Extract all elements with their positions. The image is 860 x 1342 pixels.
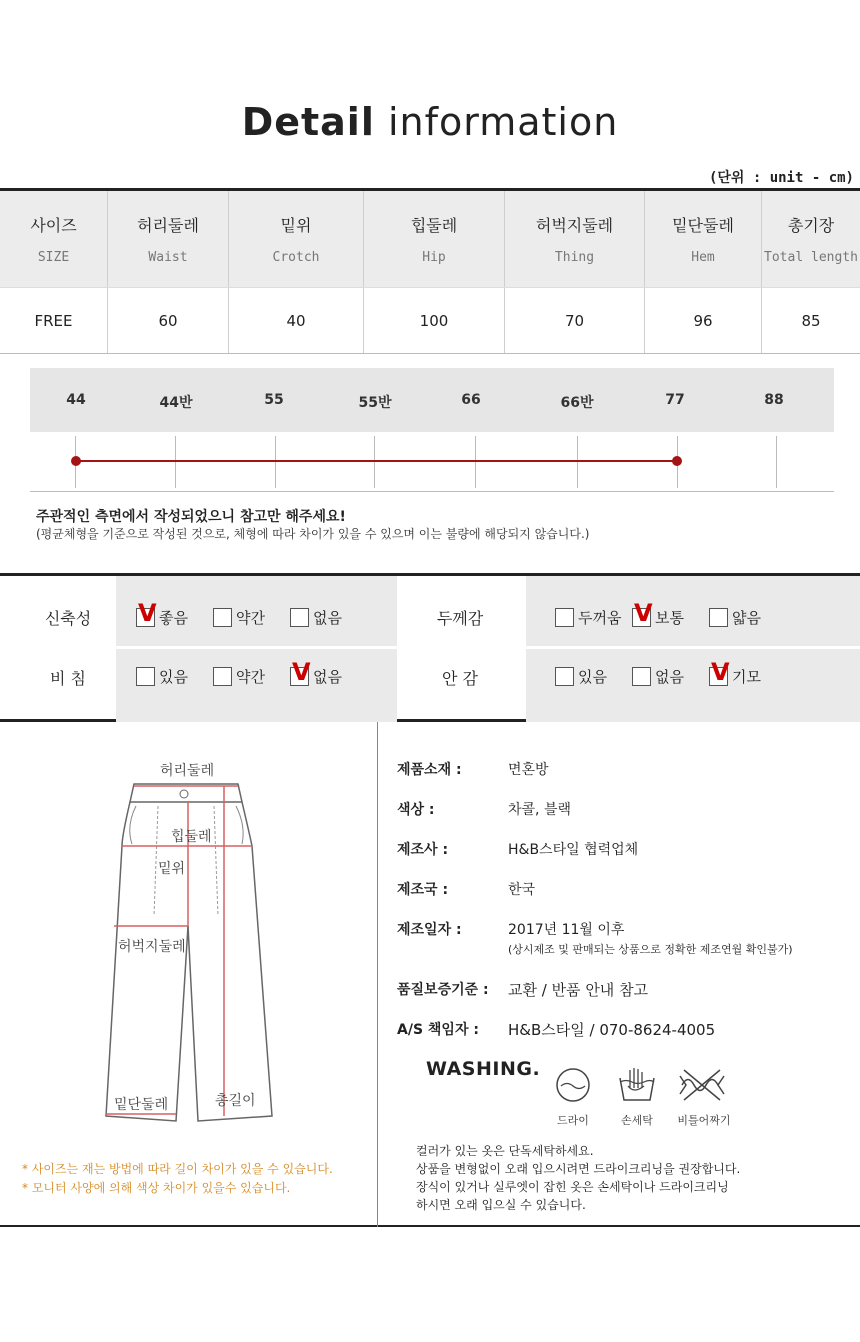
care-instruction: 컬러가 있는 옷은 단독세탁하세요. xyxy=(416,1144,594,1158)
checkbox[interactable] xyxy=(290,608,309,627)
diagram-hem-label: 밑단둘레 xyxy=(114,1097,169,1113)
header-ko: 밑위 xyxy=(280,216,312,235)
header-cell-thigh xyxy=(505,191,645,287)
warranty-value: 교환 / 반품 안내 참고 xyxy=(508,981,649,999)
header-ko: 힙둘레 xyxy=(410,216,458,235)
header-cell-length xyxy=(762,191,860,287)
as-value: H&B스타일 / 070-8624-4005 xyxy=(508,1021,716,1039)
color-warning: * 모니터 사양에 의해 색상 차이가 있을수 있습니다. xyxy=(22,1181,291,1195)
size-scale-bar xyxy=(30,368,834,432)
range-end-dot xyxy=(672,456,682,466)
header-en: Hip xyxy=(422,250,446,265)
option-label: 두꺼움 xyxy=(578,609,622,627)
sheer-option-slight[interactable] xyxy=(213,666,265,687)
care-instruction: 상품을 변형없이 오래 입으시려면 드라이크리닝을 권장합니다. xyxy=(416,1162,741,1176)
size-scale-area xyxy=(30,432,834,492)
diagram-thigh-label: 허벅지둘레 xyxy=(118,939,186,955)
diagram-crotch-label: 밑위 xyxy=(158,861,186,877)
right-options-bg xyxy=(526,576,860,722)
date-note: (상시제조 및 판매되는 상품으로 정확한 제조연월 확인불가) xyxy=(508,943,793,956)
lining-option-brushed[interactable] xyxy=(709,658,761,687)
size-table-row xyxy=(0,287,860,353)
date-value: 2017년 11월 이후 xyxy=(508,922,625,938)
checkbox[interactable] xyxy=(709,658,730,686)
checkbox[interactable] xyxy=(213,667,232,686)
size-table-header xyxy=(0,191,860,287)
header-ko: 허리둘레 xyxy=(137,216,199,235)
check-mark-icon: V xyxy=(138,599,157,627)
row-separator xyxy=(0,646,860,649)
scale-label-88: 88 xyxy=(764,392,784,408)
header-en: Hem xyxy=(691,250,715,265)
stretch-option-slight[interactable] xyxy=(213,607,265,628)
size-warning: * 사이즈는 재는 방법에 따라 길이 차이가 있을 수 있습니다. xyxy=(22,1162,333,1176)
checkbox[interactable] xyxy=(709,608,728,627)
maker-value: H&B스타일 협력업체 xyxy=(508,842,639,858)
scale-label-44: 44 xyxy=(66,392,86,408)
thickness-option-thick[interactable] xyxy=(555,607,621,628)
option-label: 약간 xyxy=(236,609,265,627)
unit-label: (단위 : unit - cm) xyxy=(708,170,854,186)
value-size: FREE xyxy=(0,288,108,353)
date-label: 제조일자 : xyxy=(397,922,462,938)
option-label: 보통 xyxy=(655,609,684,627)
scale-label-55: 55 xyxy=(264,392,284,408)
lining-option-none[interactable] xyxy=(632,666,684,687)
header-en: Thing xyxy=(554,250,595,265)
checkbox[interactable] xyxy=(213,608,232,627)
size-table xyxy=(0,188,860,354)
sheer-label: 비 침 xyxy=(50,669,86,688)
material-value: 면혼방 xyxy=(508,762,549,778)
value-waist: 60 xyxy=(108,288,229,353)
option-label: 기모 xyxy=(732,668,761,686)
color-label: 색상 : xyxy=(397,802,435,818)
option-label: 없음 xyxy=(313,668,342,686)
range-start-dot xyxy=(71,456,81,466)
header-ko: 총기장 xyxy=(787,216,835,235)
diagram-waist-label: 허리둘레 xyxy=(160,763,215,779)
page-title xyxy=(0,100,860,144)
header-cell-waist xyxy=(108,191,229,287)
check-mark-icon: V xyxy=(711,658,730,686)
subjective-note: 주관적인 측면에서 작성되었으니 참고만 해주세요! xyxy=(36,509,346,525)
option-label: 좋음 xyxy=(159,609,188,627)
scale-label-55half: 55반 xyxy=(358,395,392,411)
thickness-option-normal[interactable] xyxy=(632,599,684,628)
washing-title: WASHING. xyxy=(426,1058,541,1080)
header-ko: 밑단둘레 xyxy=(672,216,734,235)
checkbox[interactable] xyxy=(136,667,155,686)
fabric-properties xyxy=(0,573,860,722)
header-cell-size xyxy=(0,191,108,287)
checkbox[interactable] xyxy=(555,667,574,686)
header-ko: 허벅지둘레 xyxy=(535,216,614,235)
title-normal: information xyxy=(387,100,619,144)
size-range-line xyxy=(76,460,677,462)
dry-clean-icon xyxy=(554,1066,592,1104)
care-instruction: 장식이 있거나 실루엣이 잡힌 옷은 손세탁이나 드라이크리닝 xyxy=(416,1180,729,1194)
hand-wash-icon xyxy=(616,1066,658,1104)
scale-tick xyxy=(275,436,276,488)
left-options-bg xyxy=(116,576,397,722)
subjective-note-detail: (평균체형을 기준으로 작성된 것으로, 체형에 따라 차이가 있을 수 있으며 이는 불량에 해당되지 않습니다.) xyxy=(36,527,590,541)
value-crotch: 40 xyxy=(229,288,364,353)
thickness-option-thin[interactable] xyxy=(709,607,761,628)
hand-wash-caption: 손세탁 xyxy=(621,1114,653,1127)
scale-tick xyxy=(577,436,578,488)
lining-label: 안 감 xyxy=(442,669,478,688)
warranty-label: 품질보증기준 : xyxy=(397,982,489,998)
dry-clean-caption: 드라이 xyxy=(557,1114,589,1127)
value-hem: 96 xyxy=(645,288,762,353)
value-length: 85 xyxy=(801,311,821,330)
care-instruction: 하시면 오래 입으실 수 있습니다. xyxy=(416,1198,586,1212)
country-value: 한국 xyxy=(508,882,536,898)
stretch-option-good[interactable] xyxy=(136,599,188,628)
maker-label: 제조사 : xyxy=(397,842,449,858)
option-label: 약간 xyxy=(236,668,265,686)
material-label: 제품소재 : xyxy=(397,762,462,778)
color-value: 차콜, 블랙 xyxy=(508,802,571,818)
no-wring-icon xyxy=(678,1066,726,1104)
scale-label-77: 77 xyxy=(665,392,685,408)
header-en: Crotch xyxy=(272,250,320,265)
scale-tick xyxy=(475,436,476,488)
sheer-option-none[interactable] xyxy=(290,658,342,687)
thickness-label: 두께감 xyxy=(436,609,484,628)
checkbox[interactable] xyxy=(632,667,651,686)
option-label: 있음 xyxy=(159,668,188,686)
option-label: 있음 xyxy=(578,668,607,686)
checkbox[interactable] xyxy=(632,599,653,627)
checkbox[interactable] xyxy=(290,658,311,686)
checkbox[interactable] xyxy=(136,599,157,627)
lining-option-yes[interactable] xyxy=(555,666,607,687)
check-mark-icon: V xyxy=(292,658,311,686)
value-hip: 100 xyxy=(364,288,505,353)
checkbox[interactable] xyxy=(555,608,574,627)
header-cell-crotch xyxy=(229,191,364,287)
scale-label-66half: 66반 xyxy=(560,395,594,411)
header-cell-hem xyxy=(645,191,762,287)
stretch-label: 신축성 xyxy=(44,609,92,628)
header-en: Waist xyxy=(148,250,188,265)
value-thigh: 70 xyxy=(505,288,645,353)
option-label: 없음 xyxy=(655,668,684,686)
vertical-divider xyxy=(377,722,378,1227)
scale-label-66: 66 xyxy=(461,392,481,408)
diagram-hip-label: 힙둘레 xyxy=(171,829,212,845)
option-label: 없음 xyxy=(313,609,342,627)
diagram-length-label: 총길이 xyxy=(215,1093,256,1109)
option-label: 얇음 xyxy=(732,609,761,627)
scale-tick xyxy=(175,436,176,488)
scale-tick xyxy=(776,436,777,488)
header-cell-hip xyxy=(364,191,505,287)
header-en: Total length xyxy=(764,250,858,265)
as-label: A/S 책임자 : xyxy=(397,1022,479,1038)
title-bold: Detail xyxy=(241,100,375,144)
country-label: 제조국 : xyxy=(397,882,449,898)
header-en: SIZE xyxy=(37,250,70,265)
sheer-option-yes[interactable] xyxy=(136,666,188,687)
stretch-option-none[interactable] xyxy=(290,607,342,628)
scale-label-44half: 44반 xyxy=(159,395,193,411)
scale-tick xyxy=(374,436,375,488)
check-mark-icon: V xyxy=(634,599,653,627)
no-wring-caption: 비틀어짜기 xyxy=(677,1114,731,1127)
header-ko: 사이즈 xyxy=(30,216,77,235)
